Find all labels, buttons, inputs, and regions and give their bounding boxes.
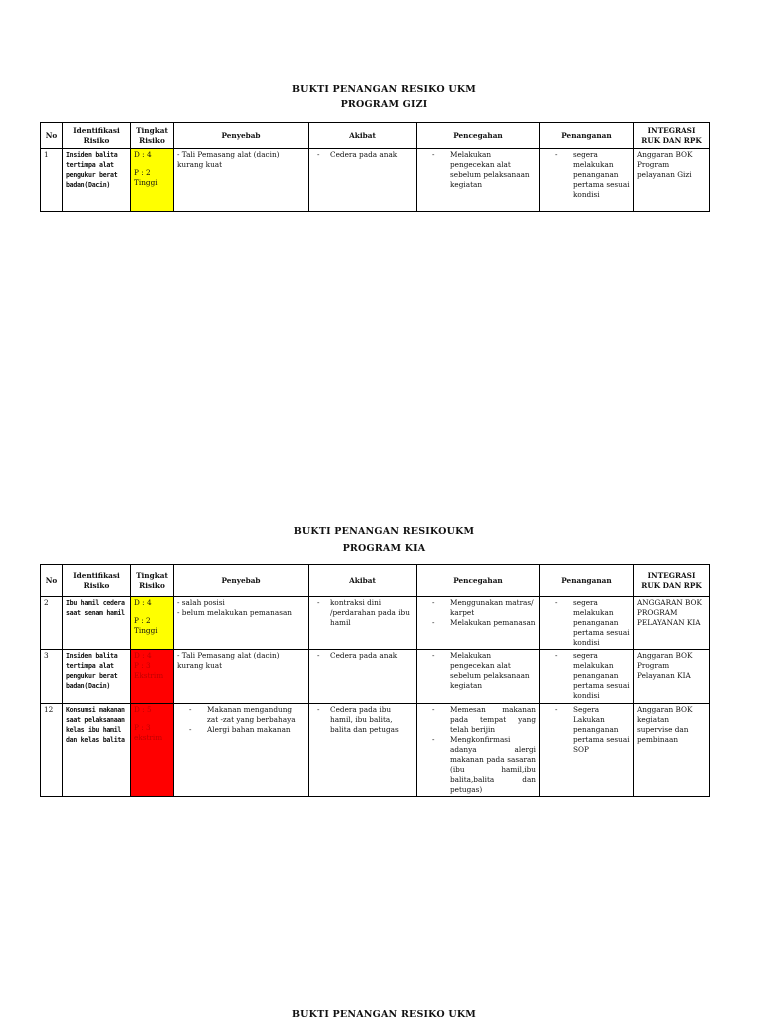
prevention-item: - Memesan makanan pada tempat yang telah berijin	[420, 705, 536, 735]
handling-item: - segera melakukan penanganan pertama sesuai kondisi	[543, 150, 630, 200]
effect-item: - Cedera pada anak	[312, 150, 413, 160]
integration-cell: Anggaran BOK Program Pelayanan KIA	[634, 650, 710, 704]
cause-item: - Alergi bahan makanan	[177, 725, 305, 735]
effect-cell	[309, 650, 417, 704]
cause-item: - Makanan mengandung zat -zat yang berbahaya	[177, 705, 305, 725]
risk-p-score: P : 3	[134, 661, 151, 670]
risk-d-score: D : 4	[134, 150, 152, 159]
header-no: No	[41, 123, 63, 149]
row-no: 12	[41, 704, 63, 797]
header-tingkat: Tingkat Risiko	[131, 565, 174, 597]
integration-cell: ANGGARAN BOK PROGRAM PELAYANAN KIA	[634, 597, 710, 650]
risk-level-label: Ekstrim	[134, 671, 164, 680]
header-pencegahan: Pencegahan	[417, 565, 540, 597]
risk-level-cell	[131, 597, 174, 650]
row-no: 3	[41, 650, 63, 704]
effect-cell	[309, 597, 417, 650]
header-akibat: Akibat	[309, 123, 417, 149]
cause-item: - Tali Pemasang alat (dacin) kurang kuat	[177, 150, 305, 170]
integration-cell: Anggaran BOK Program pelayanan Gizi	[634, 149, 710, 212]
section-subtitle-kia: PROGRAM KIA	[342, 543, 426, 554]
header-no: No	[41, 565, 63, 597]
risk-p-score: P : 2	[134, 168, 151, 177]
risk-level-cell	[131, 650, 174, 704]
handling-cell	[540, 650, 634, 704]
header-penanganan: Penanganan	[540, 123, 634, 149]
handling-cell	[540, 597, 634, 650]
cause-cell	[174, 149, 309, 212]
handling-cell	[540, 704, 634, 797]
prevention-item: - Melakukan pemanasan	[420, 618, 536, 628]
risk-d-score: D : 4	[134, 651, 152, 660]
risk-level-cell	[131, 149, 174, 212]
table-row	[41, 597, 710, 650]
row-no: 2	[41, 597, 63, 650]
cause-item: - Tali Pemasang alat (dacin) kurang kuat	[177, 651, 305, 671]
prevention-cell	[417, 597, 540, 650]
risk-p-score: P : 2	[134, 616, 151, 625]
risk-table-kia	[40, 564, 710, 797]
section-title-3: BUKTI PENANGAN RESIKO UKM	[291, 1009, 477, 1020]
header-pencegahan: Pencegahan	[417, 123, 540, 149]
table-row	[41, 149, 710, 212]
header-identifikasi: Identifikasi Risiko	[63, 565, 131, 597]
handling-item: - Segera Lakukan penanganan pertama sesuai SOP	[543, 705, 630, 755]
effect-item: - kontraksi dini /perdarahan pada ibu hamil	[312, 598, 413, 628]
header-integrasi: INTEGRASI RUK DAN RPK	[634, 123, 710, 149]
risk-d-score: D : 4	[134, 598, 152, 607]
risk-p-score: P : 3	[134, 723, 151, 732]
prevention-item: - Melakukan pengecekan alat sebelum pelaksanaan kegiatan	[420, 150, 536, 190]
risk-d-score: D : 5	[134, 705, 152, 714]
prevention-cell	[417, 704, 540, 797]
risk-level-label: ekstrim	[134, 733, 163, 742]
section-title-gizi: BUKTI PENANGAN RESIKO UKM	[291, 84, 477, 95]
prevention-item: - Menggunakan matras/ karpet	[420, 598, 536, 618]
effect-item: - Cedera pada anak	[312, 651, 413, 661]
header-penyebab: Penyebab	[174, 565, 309, 597]
cause-item: - salah posisi	[177, 598, 305, 608]
prevention-item: - Melakukan pengecekan alat sebelum pelaksanaan kegiatan	[420, 651, 536, 691]
header-tingkat: Tingkat Risiko	[131, 123, 174, 149]
header-penanganan: Penanganan	[540, 565, 634, 597]
header-integrasi: INTEGRASI RUK DAN RPK	[634, 565, 710, 597]
effect-item: - Cedera pada ibu hamil, ibu balita, balita dan petugas	[312, 705, 413, 735]
handling-item: - segera melakukan penanganan pertama sesuai kondisi	[543, 651, 630, 701]
row-no: 1	[41, 149, 63, 212]
prevention-cell	[417, 650, 540, 704]
cause-cell	[174, 597, 309, 650]
risk-level-cell	[131, 704, 174, 797]
section-subtitle-gizi: PROGRAM GIZI	[340, 99, 428, 110]
header-identifikasi: Identifikasi Risiko	[63, 123, 131, 149]
prevention-item: - Mengkonfirmasi adanya alergi makanan pada sasaran (ibu hamil,ibu balita,balita dan petugas)	[420, 735, 536, 795]
risk-level-label: Tinggi	[134, 178, 158, 187]
table-row	[41, 650, 710, 704]
integration-cell: Anggaran BOK kegiatan supervise dan pembinaan	[634, 704, 710, 797]
risk-identification: Konsumsi makanan saat pelaksanaan kelas ibu hamil dan kelas balita	[63, 704, 131, 797]
risk-identification: Ibu hamil cedera saat senam hamil	[63, 597, 131, 650]
handling-item: - segera melakukan penanganan pertama sesuai kondisi	[543, 598, 630, 648]
effect-cell	[309, 149, 417, 212]
risk-table-gizi	[40, 122, 710, 212]
risk-identification: Insiden balita tertimpa alat pengukur berat badan(Dacin)	[63, 149, 131, 212]
risk-level-label: Tinggi	[134, 626, 158, 635]
cause-item: - belum melakukan pemanasan	[177, 608, 305, 618]
risk-identification: Insiden balita tertimpa alat pengukur berat badan(Dacin)	[63, 650, 131, 704]
cause-cell	[174, 704, 309, 797]
section-title-kia: BUKTI PENANGAN RESIKOUKM	[293, 526, 475, 537]
table-header-row	[41, 123, 710, 149]
table-header-row	[41, 565, 710, 597]
cause-cell	[174, 650, 309, 704]
prevention-cell	[417, 149, 540, 212]
effect-cell	[309, 704, 417, 797]
header-penyebab: Penyebab	[174, 123, 309, 149]
handling-cell	[540, 149, 634, 212]
table-row	[41, 704, 710, 797]
header-akibat: Akibat	[309, 565, 417, 597]
